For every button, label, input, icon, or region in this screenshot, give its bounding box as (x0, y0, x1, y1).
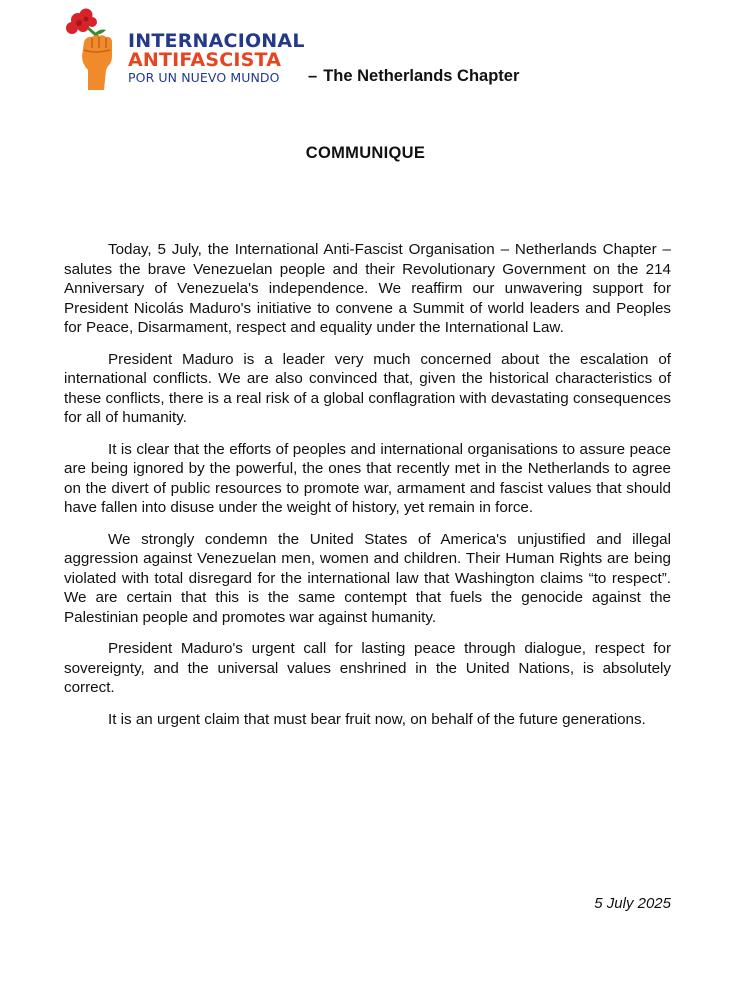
paragraph: President Maduro's urgent call for lasting peace through dialogue, respect for sovereignty, and the universal values enshrined in the United Nations, is absolutely correct. (64, 640, 671, 696)
paragraph: It is clear that the efforts of peoples and international organisations to assure peace are being ignored by the powerful, the ones that recently met in the Netherlands to agree on the divert of public resources to promote war, armament and fascist values that should have fallen into disuse under the weight of history, yet remain in force. (64, 440, 671, 516)
chapter-heading (308, 67, 519, 86)
logo-wordmark (128, 32, 308, 85)
paragraph: Today, 5 July, the International Anti-Fascist Organisation – Netherlands Chapter – salutes the brave Venezuelan people and their Revolutionary Government on the 214 Anniversary of Venezuela's independence. We reaffirm our unwavering support for President Nicolás Maduro's initiative to convene a Summit of world leaders and Peoples for Peace, Disarmament, respect and equality under the International Law. (64, 241, 671, 336)
communique-body (64, 240, 671, 741)
paragraph: We strongly condemn the United States of America's unjustified and illegal aggression against Venezuelan men, women and children. Their Human Rights are being violated with total disregard for the international law that Washington claims “to respect”. We are certain that this is the same contempt that fuels the genocide against the Palestinian people and promotes war against humanity. (64, 530, 671, 626)
document-date: 5 July 2025 (594, 895, 671, 912)
document-title: COMMUNIQUE (305, 144, 426, 162)
fist-carnation-logo-icon (64, 8, 126, 92)
logo-line-internacional: INTERNACIONAL (128, 30, 305, 52)
logo-tagline: POR UN NUEVO MUNDO (128, 70, 280, 85)
paragraph: President Maduro is a leader very much concerned about the escalation of international conflicts. We are also convinced that, given the historical characteristics of these conflicts, there is a real risk of a global conflagration with devastating consequences for all of humanity. (64, 350, 671, 426)
chapter-name: The Netherlands Chapter (323, 67, 520, 85)
paragraph: It is an urgent claim that must bear fruit now, on behalf of the future generations. (108, 710, 646, 728)
logo-line-antifascista: ANTIFASCISTA (128, 49, 282, 71)
letterhead (64, 8, 664, 98)
chapter-separator: – (308, 67, 318, 85)
